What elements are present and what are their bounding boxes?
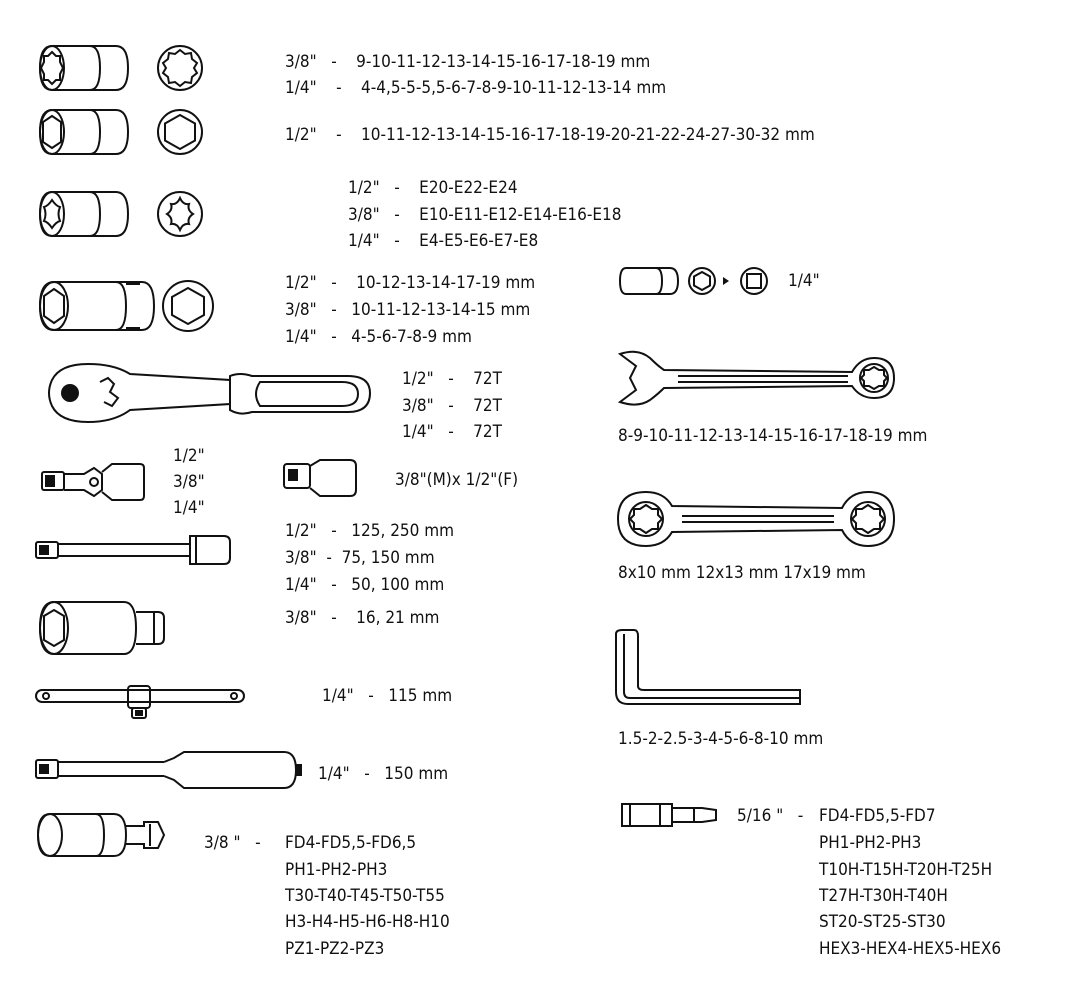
socket-12-point-icon bbox=[30, 40, 200, 96]
universal-joint-line-2: 3/8" bbox=[173, 472, 205, 492]
double-ring-wrench-icon bbox=[612, 488, 902, 550]
universal-joint-icon bbox=[40, 460, 150, 502]
bit-sockets-size: 3/8 " - bbox=[204, 833, 261, 853]
bit-sockets-line-2: PH1-PH2-PH3 bbox=[285, 860, 388, 880]
ratchet-line-3: 1/4" - 72T bbox=[402, 422, 502, 442]
universal-joint-line-1: 1/2" bbox=[173, 446, 205, 466]
bit-sockets-line-1: FD4-FD5,5-FD6,5 bbox=[285, 833, 417, 853]
ratchet-line-2: 3/8" - 72T bbox=[402, 396, 502, 416]
socket-6-point-icon bbox=[30, 104, 200, 160]
deep-sockets-line-2: 3/8" - 10-11-12-13-14-15 mm bbox=[285, 300, 531, 320]
sockets-e-torx-line-1: 1/2" - E20-E22-E24 bbox=[348, 178, 518, 198]
spark-plug-socket-line-1: 3/8" - 16, 21 mm bbox=[285, 608, 440, 628]
sockets-e-torx-line-3: 1/4" - E4-E5-E6-E7-E8 bbox=[348, 231, 539, 251]
bit-adapter-label: 1/4" bbox=[788, 271, 820, 291]
adapter-icon bbox=[280, 456, 370, 502]
bit-socket-icon bbox=[34, 810, 174, 860]
extension-bars-line-3: 1/4" - 50, 100 mm bbox=[285, 575, 445, 595]
sockets-e-torx-line-2: 3/8" - E10-E11-E12-E14-E16-E18 bbox=[348, 205, 622, 225]
universal-joint-line-3: 1/4" bbox=[173, 498, 205, 518]
combination-wrench-icon bbox=[612, 348, 902, 408]
hex-key-icon bbox=[612, 628, 812, 712]
extension-bars-line-2: 3/8" - 75, 150 mm bbox=[285, 548, 435, 568]
deep-sockets-line-3: 1/4" - 4-5-6-7-8-9 mm bbox=[285, 327, 472, 347]
bits-516-size: 5/16 " - bbox=[737, 806, 804, 826]
spinner-handle-line-1: 1/4" - 150 mm bbox=[318, 764, 449, 784]
bit-adapter-icon bbox=[616, 264, 776, 298]
bit-sockets-line-3: T30-T40-T45-T50-T55 bbox=[285, 886, 445, 906]
ratchet-line-1: 1/2" - 72T bbox=[402, 369, 502, 389]
bits-516-line-1: FD4-FD5,5-FD7 bbox=[819, 806, 936, 826]
adapter-label: 3/8"(M)x 1/2"(F) bbox=[395, 470, 519, 490]
spark-plug-socket-icon bbox=[34, 598, 174, 658]
t-bar-line-1: 1/4" - 115 mm bbox=[322, 686, 453, 706]
extension-bars-line-1: 1/2" - 125, 250 mm bbox=[285, 521, 455, 541]
hex-keys-label: 1.5-2-2.5-3-4-5-6-8-10 mm bbox=[618, 729, 824, 749]
bits-516-line-2: PH1-PH2-PH3 bbox=[819, 833, 922, 853]
spinner-handle-icon bbox=[34, 748, 304, 792]
combination-wrench-label: 8-9-10-11-12-13-14-15-16-17-18-19 mm bbox=[618, 426, 928, 446]
deep-socket-icon bbox=[30, 276, 230, 336]
ring-wrench-label: 8x10 mm 12x13 mm 17x19 mm bbox=[618, 563, 866, 583]
extension-bar-icon bbox=[34, 530, 240, 570]
sockets-6pt-line-1: 1/2" - 10-11-12-13-14-15-16-17-18-19-20-21-22-24-27-30-32 mm bbox=[285, 125, 815, 145]
sockets-12pt-line-2: 1/4" - 4-4,5-5-5,5-6-7-8-9-10-11-12-13-14 mm bbox=[285, 78, 667, 98]
ratchet-icon bbox=[40, 360, 380, 430]
bit-sockets-line-5: PZ1-PZ2-PZ3 bbox=[285, 939, 385, 959]
sockets-12pt-line-1: 3/8" - 9-10-11-12-13-14-15-16-17-18-19 mm bbox=[285, 52, 651, 72]
bit-sockets-line-4: H3-H4-H5-H6-H8-H10 bbox=[285, 912, 450, 932]
screwdriver-bit-icon bbox=[618, 800, 722, 830]
deep-sockets-line-1: 1/2" - 10-12-13-14-17-19 mm bbox=[285, 273, 536, 293]
bits-516-line-5: ST20-ST25-ST30 bbox=[819, 912, 946, 932]
bits-516-line-4: T27H-T30H-T40H bbox=[819, 886, 948, 906]
bits-516-line-3: T10H-T15H-T20H-T25H bbox=[819, 860, 993, 880]
socket-e-torx-icon bbox=[30, 186, 200, 242]
t-bar-icon bbox=[34, 680, 254, 722]
bits-516-line-6: HEX3-HEX4-HEX5-HEX6 bbox=[819, 939, 1002, 959]
